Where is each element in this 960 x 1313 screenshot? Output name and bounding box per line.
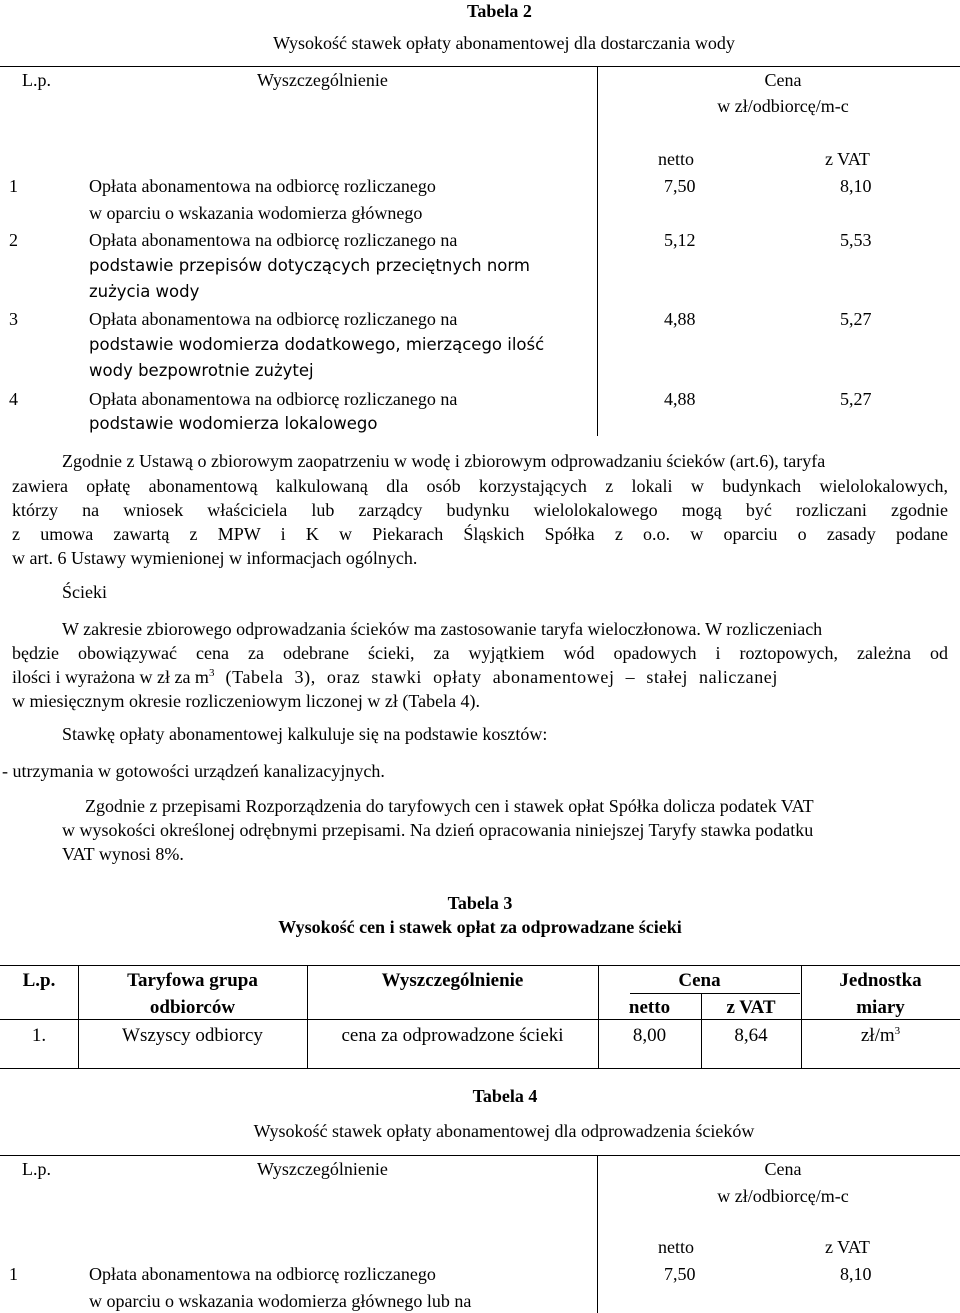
paragraph-line: którzy na wniosek właściciela lub zarządcy budynku wielolokalowego mogą być rozliczani zgodnie	[12, 500, 948, 520]
paragraph-cost-item: - utrzymania w gotowości urządzeń kanalizacyjnych.	[2, 761, 385, 781]
table4-header-lp: L.p.	[22, 1159, 51, 1179]
row-description: w oparciu o wskazania wodomierza głównego lub na	[89, 1291, 472, 1311]
row-vat: 5,27	[840, 309, 872, 329]
table3-price-divider	[630, 993, 800, 994]
row-description: Opłata abonamentowa na odbiorcę rozliczanego na	[89, 309, 458, 329]
paragraph-line: ilości i wyrażona w zł za $m^3$ (Tabela 3), oraz stawki opłaty abonamentowej – stałej naliczanej	[12, 667, 778, 687]
row-vat: 8,10	[840, 1264, 872, 1284]
row-number: 2	[9, 230, 18, 250]
table3-header-desc: Wyszczególnienie	[381, 970, 524, 991]
row-description: Opłata abonamentowa na odbiorcę rozliczanego	[89, 176, 436, 196]
table4-header-netto: netto	[658, 1237, 694, 1257]
row-lp: 1.	[31, 1025, 47, 1046]
row-description: podstawie wodomierza dodatkowego, mierzącego ilość	[89, 335, 545, 354]
table2-top-border	[0, 66, 960, 67]
table4-header-desc: Wyszczególnienie	[257, 1159, 388, 1179]
row-netto: 7,50	[664, 1264, 696, 1284]
table4-title: Wysokość stawek opłaty abonamentowej dla odprowadzenia ścieków	[253, 1121, 755, 1141]
table2-header-vat: z VAT	[825, 149, 870, 169]
paragraph-line: w art. 6 Ustawy wymienionej w informacjach ogólnych.	[12, 548, 418, 568]
table4-column-divider	[597, 1155, 598, 1313]
table3-header-lp: L.p.	[22, 970, 56, 991]
table3-header-group: odbiorców	[149, 997, 236, 1018]
row-description: Opłata abonamentowa na odbiorcę rozliczanego na	[89, 230, 458, 250]
paragraph-fee-basis: Stawkę opłaty abonamentowej kalkuluje się na podstawie kosztów:	[62, 724, 548, 744]
row-description: Opłata abonamentowa na odbiorcę rozliczanego	[89, 1264, 436, 1284]
table4-header-price: Cena	[764, 1159, 802, 1179]
table4-caption: Tabela 4	[472, 1086, 538, 1106]
table2-header-price: Cena	[764, 70, 802, 90]
table3-header-vat: z VAT	[726, 997, 776, 1018]
row-description: cena za odprowadzone ścieki	[341, 1025, 564, 1046]
row-vat: 5,53	[840, 230, 872, 250]
table3-title: Wysokość cen i stawek opłat za odprowadzane ścieki	[278, 917, 682, 937]
paragraph-line: w miesięcznym okresie rozliczeniowym liczonej w zł (Tabela 4).	[12, 691, 481, 711]
table2-column-divider	[597, 66, 598, 436]
table3-top-border	[0, 965, 960, 966]
row-vat: 5,27	[840, 389, 872, 409]
table3-caption: Tabela 3	[447, 893, 513, 913]
row-number: 3	[9, 309, 18, 329]
row-number: 1	[9, 176, 18, 196]
row-number: 4	[9, 389, 18, 409]
paragraph-line: w wysokości określonej odrębnymi przepisami. Na dzień opracowania niniejszej Taryfy stawka podatku	[62, 820, 814, 840]
table2-header-unit: w zł/odbiorcę/m-c	[717, 96, 849, 116]
row-description: Opłata abonamentowa na odbiorcę rozliczanego na	[89, 389, 458, 409]
table4-header-unit: w zł/odbiorcę/m-c	[717, 1186, 849, 1206]
table3-bottom-border	[0, 1068, 960, 1069]
paragraph-line: W zakresie zbiorowego odprowadzania ścieków ma zastosowanie taryfa wieloczłonowa. W rozliczeniach	[62, 619, 823, 639]
row-description: wody bezpowrotnie zużytej	[89, 361, 314, 380]
section-heading-scieki: Ścieki	[62, 582, 107, 602]
table4-top-border	[0, 1155, 960, 1156]
paragraph-line: będzie obowiązywać cena za odebrane ścieki, za wyjątkiem wód opadowych i roztopowych, zależna od	[12, 643, 948, 663]
table2-header-desc: Wyszczególnienie	[257, 70, 388, 90]
row-vat: 8,64	[734, 1025, 768, 1046]
paragraph-line: Zgodnie z przepisami Rozporządzenia do taryfowych cen i stawek opłat Spółka dolicza podatek VAT	[85, 796, 814, 816]
row-number: 1	[9, 1264, 18, 1284]
table3-header-netto: netto	[628, 997, 671, 1018]
table2-title: Wysokość stawek opłaty abonamentowej dla dostarczania wody	[273, 33, 735, 53]
row-vat: 8,10	[840, 176, 872, 196]
row-unit: $zł/m^3$	[860, 1025, 901, 1046]
paragraph-line: VAT wynosi 8%.	[62, 844, 184, 864]
table2-caption: Tabela 2	[467, 1, 532, 21]
row-description: podstawie wodomierza lokalowego	[89, 414, 378, 433]
row-description: podstawie przepisów dotyczących przeciętnych norm	[89, 256, 530, 275]
row-netto: 5,12	[664, 230, 696, 250]
row-group: Wszyscy odbiorcy	[122, 1025, 263, 1046]
row-description: zużycia wody	[89, 282, 200, 301]
table3-header-group: Taryfowa grupa	[127, 970, 258, 991]
row-netto: 7,50	[664, 176, 696, 196]
paragraph-line: Zgodnie z Ustawą o zbiorowym zaopatrzeniu w wodę i zbiorowym odprowadzaniu ścieków (art.6), taryfa	[62, 451, 826, 471]
row-netto: 8,00	[632, 1025, 667, 1046]
row-description: w oparciu o wskazania wodomierza głównego	[89, 203, 423, 223]
table2-header-netto: netto	[658, 149, 694, 169]
row-netto: 4,88	[664, 389, 696, 409]
paragraph-line: z umowa zawartą z MPW i K w Piekarach Śląskich Spółka z o.o. w oparciu o zasady podane	[12, 524, 948, 544]
table3-header-unit: miary	[856, 997, 905, 1018]
table3-header-unit: Jednostka	[839, 970, 922, 991]
table3-header-price: Cena	[678, 970, 721, 991]
table4-header-vat: z VAT	[825, 1237, 870, 1257]
table3-header-border	[0, 1019, 960, 1020]
table2-header-lp: L.p.	[22, 70, 51, 90]
row-netto: 4,88	[664, 309, 696, 329]
paragraph-line: zawiera opłatę abonamentową kalkulowaną dla osób korzystających z lokali w budynkach wielolokalowych,	[12, 476, 948, 496]
